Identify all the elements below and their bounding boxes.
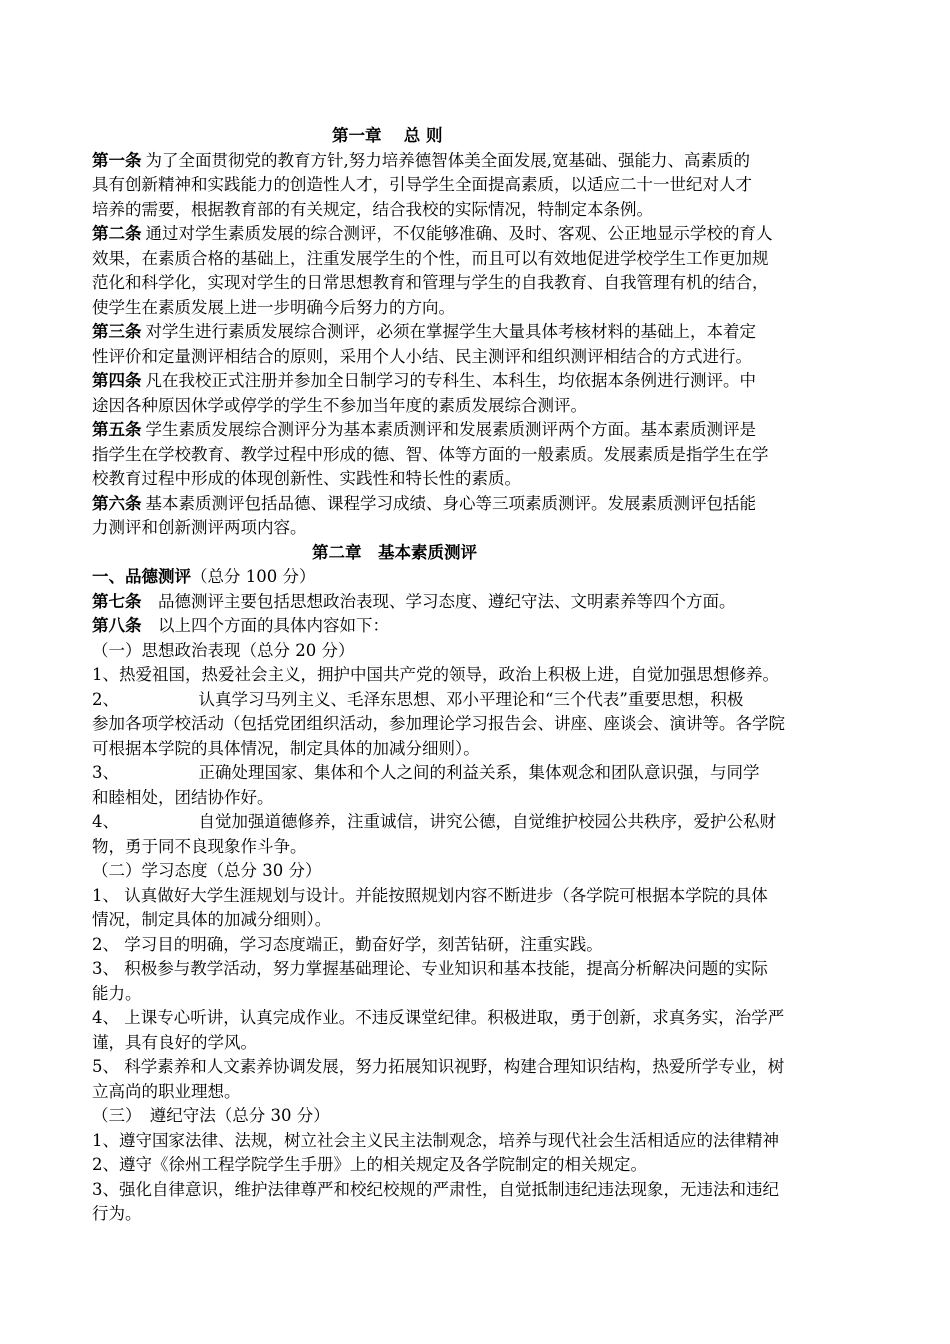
- article-4-line-1: 第四条 凡在我校正式注册并参加全日制学习的专科生、本科生，均依据本条例进行测评。中: [92, 371, 756, 390]
- article-5-line-1: 第五条 学生素质发展综合测评分为基本素质测评和发展素质测评两个方面。基本素质测评是: [92, 420, 756, 439]
- body-line: （二）学习态度（总分 30 分）: [92, 861, 322, 880]
- article-label: 第三条: [92, 322, 142, 341]
- body-line: 3、强化自律意识，维护法律尊严和校纪校规的严肃性，自觉抵制违纪违法现象，无违法和违纪: [92, 1179, 779, 1199]
- document-page: [92, 124, 860, 1227]
- article-8: 第八条 以上四个方面的具体内容如下：: [92, 616, 389, 635]
- chapter-2-title: 第二章 基本素质测评: [312, 542, 477, 562]
- body-line: 2、 学习目的明确，学习态度端正，勤奋好学，刻苦钻研，注重实践。: [92, 934, 603, 954]
- article-label: 第二条: [92, 224, 142, 243]
- article-7: 第七条 品德测评主要包括思想政治表现、学习态度、遵纪守法、文明素养等四个方面。: [92, 591, 736, 611]
- body-line: 5、 科学素养和人文素养协调发展，努力拓展知识视野，构建合理知识结构，热爱所学专业，树: [92, 1057, 785, 1076]
- article-2-line-1: 第二条 通过对学生素质发展的综合测评，不仅能够准确、及时、客观、公正地显示学校的育人: [92, 224, 773, 243]
- article-2-line-2: 效果，在素质合格的基础上，注重发展学生的个性，而且可以有效地促进学校学生工作更加规: [92, 248, 769, 268]
- body-line: 谨，具有良好的学风。: [92, 1032, 257, 1052]
- article-label: 第六条: [92, 493, 142, 513]
- body-line: 4、 上课专心听讲，认真完成作业。不违反课堂纪律。积极进取，勇于创新，求真务实，治学严: [92, 1008, 785, 1027]
- article-6-line-2: 力测评和创新测评两项内容。: [92, 518, 307, 537]
- body-line: 可根据本学院的具体情况，制定具体的加减分细则）。: [92, 738, 480, 758]
- body-line: 行为。: [92, 1204, 142, 1223]
- body-line: 3、 正确处理国家、集体和个人之间的利益关系，集体观念和团队意识强，与同学: [92, 763, 760, 782]
- article-1-line-3: 培养的需要，根据教育部的有关规定，结合我校的实际情况，特制定本条例。: [92, 199, 653, 219]
- body-line: 2、 认真学习马列主义、毛泽东思想、邓小平理论和“三个代表”重要思想，积极: [92, 689, 744, 709]
- body-line: 和睦相处，团结协作好。: [92, 787, 274, 807]
- body-line: 4、 自觉加强道德修养，注重诚信，讲究公德，自觉维护校园公共秩序，爱护公私财: [92, 812, 776, 831]
- article-1-line-2: 具有创新精神和实践能力的创造性人才，引导学生全面提高素质，以适应二十一世纪对人才: [92, 175, 752, 194]
- article-5-line-2: 指学生在学校教育、教学过程中形成的德、智、体等方面的一般素质。发展素质是指学生在学: [92, 444, 769, 464]
- article-4-line-2: 途因各种原因休学或停学的学生不参加当年度的素质发展综合测评。: [92, 395, 587, 415]
- article-2-line-4: 使学生在素质发展上进一步明确今后努力的方向。: [92, 297, 455, 317]
- article-label: 第四条: [92, 371, 142, 390]
- article-1-line-1: 第一条 为了全面贯彻党的教育方针,努力培养德智体美全面发展,宽基础、强能力、高素质的: [92, 150, 750, 170]
- body-line: 2、遵守《徐州工程学院学生手册》上的相关规定及各学院制定的相关规定。: [92, 1155, 647, 1174]
- body-line: （三） 遵纪守法（总分 30 分）: [92, 1106, 330, 1125]
- article-2-line-3: 范化和科学化，实现对学生的日常思想教育和管理与学生的自我教育、自我管理有机的结合，: [92, 273, 769, 292]
- chapter-1-title: 第一章 总 则: [332, 126, 443, 145]
- body-line: 1、 认真做好大学生涯规划与设计。并能按照规划内容不断进步（各学院可根据本学院的具体: [92, 885, 768, 905]
- body-line: 3、 积极参与教学活动，努力掌握基础理论、专业知识和基本技能，提高分析解决问题的实际: [92, 959, 768, 978]
- article-3-line-2: 性评价和定量测评相结合的原则，采用个人小结、民主测评和组织测评相结合的方式进行。: [92, 346, 752, 366]
- body-line: 立高尚的职业理想。: [92, 1081, 241, 1101]
- body-line: 情况，制定具体的加减分细则）。: [92, 910, 332, 929]
- body-line: 参加各项学校活动（包括党团组织活动，参加理论学习报告会、讲座、座谈会、演讲等。各学院: [92, 714, 785, 733]
- body-line: 能力。: [92, 983, 142, 1003]
- body-line: 1、热爱祖国，热爱社会主义，拥护中国共产党的领导，政治上积极上进，自觉加强思想修养。: [92, 665, 779, 684]
- article-label: 第七条: [92, 591, 142, 611]
- article-5-line-3: 校教育过程中形成的体现创新性、实践性和特长性的素质。: [92, 469, 521, 488]
- body-line: 1、遵守国家法律、法规，树立社会主义民主法制观念，培养与现代社会生活相适应的法律精神: [92, 1130, 779, 1150]
- article-3-line-1: 第三条 对学生进行素质发展综合测评，必须在掌握学生大量具体考核材料的基础上，本着定: [92, 322, 756, 341]
- body-line: 物，勇于同不良现象作斗争。: [92, 836, 307, 856]
- article-label: 第一条: [92, 150, 142, 170]
- article-label: 第五条: [92, 420, 142, 439]
- section-1-heading: 一、品德测评（总分 100 分）: [92, 567, 316, 586]
- article-6-line-1: 第六条 基本素质测评包括品德、课程学习成绩、身心等三项素质测评。发展素质测评包括能: [92, 493, 756, 513]
- body-line: （一）思想政治表现（总分 20 分）: [92, 640, 355, 660]
- article-label: 第八条: [92, 616, 142, 635]
